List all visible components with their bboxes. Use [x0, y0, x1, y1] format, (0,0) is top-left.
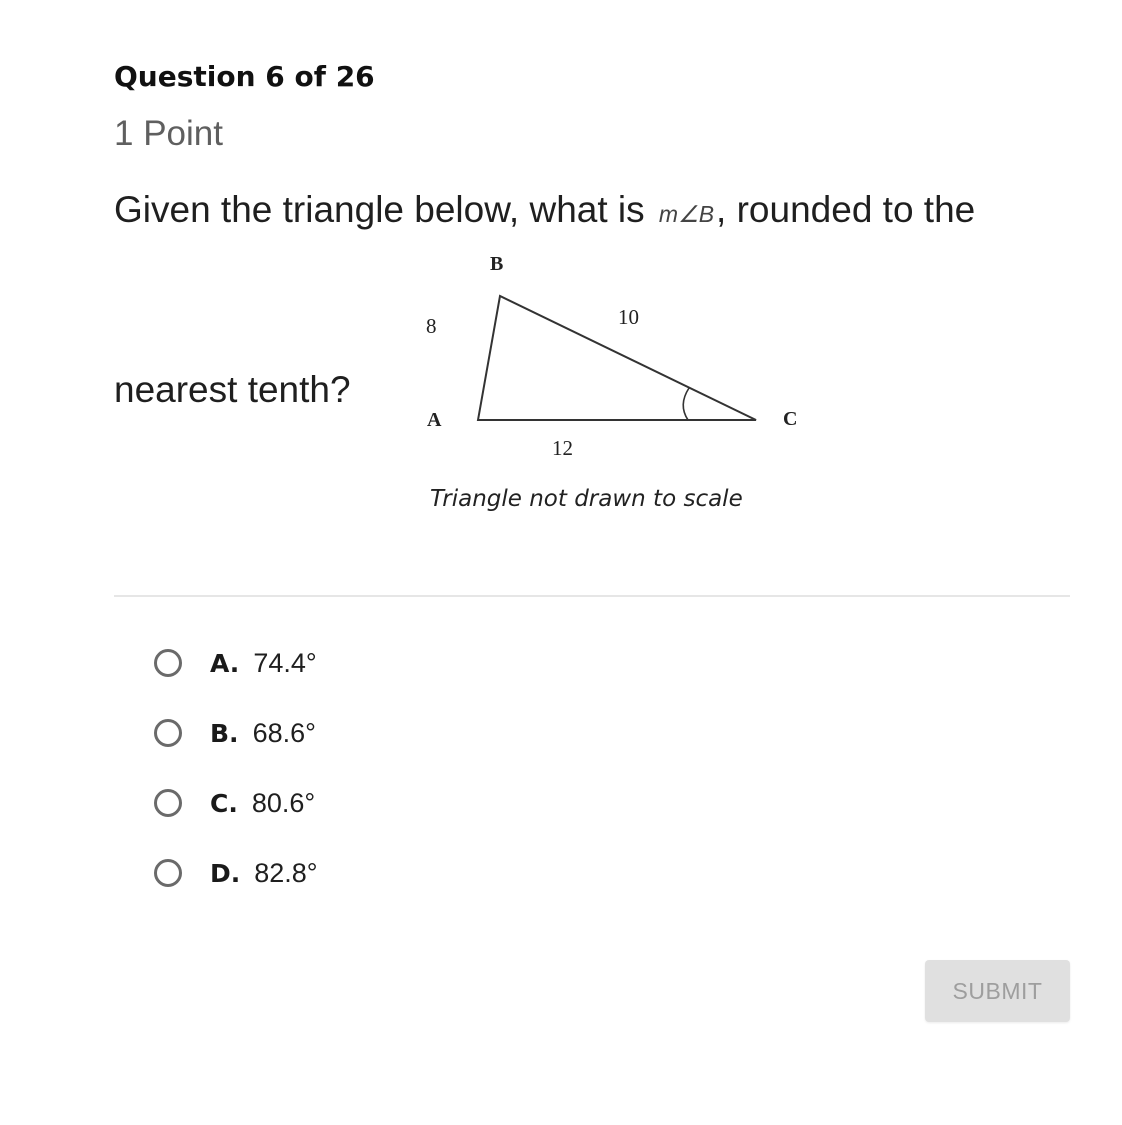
- choice-value: 80.6°: [251, 787, 316, 818]
- question-prompt: [114, 189, 975, 231]
- choice-letter: B.: [210, 718, 239, 748]
- choice-value: 82.8°: [254, 857, 318, 888]
- submit-button[interactable]: SUBMIT: [925, 960, 1070, 1022]
- vertex-label-c: C: [783, 408, 798, 430]
- radio-button-icon[interactable]: [154, 789, 182, 817]
- prompt-text-before: Given the triangle below, what is: [114, 189, 645, 230]
- radio-button-icon[interactable]: [154, 719, 182, 747]
- choice-value: 74.4°: [253, 647, 317, 678]
- choice-d[interactable]: [154, 850, 554, 896]
- choice-b[interactable]: [154, 710, 554, 756]
- side-label-bc: 10: [618, 305, 639, 329]
- question-prompt-continued: nearest tenth?: [114, 369, 351, 410]
- angle-arc-c: [683, 388, 689, 420]
- choice-letter: A.: [210, 648, 240, 678]
- choice-c[interactable]: [154, 780, 554, 826]
- question-title: Question 6 of 26: [114, 60, 375, 93]
- figure-caption: Triangle not drawn to scale: [430, 486, 743, 512]
- side-label-ab: 8: [426, 314, 437, 338]
- choice-letter: D.: [210, 858, 241, 888]
- angle-notation: m∠B: [658, 201, 715, 227]
- triangle-figure: [410, 240, 810, 530]
- divider: [114, 595, 1070, 597]
- choice-value: 68.6°: [252, 717, 316, 748]
- vertex-label-b: B: [490, 253, 504, 275]
- radio-button-icon[interactable]: [154, 649, 182, 677]
- triangle-shape: [478, 296, 756, 420]
- choice-a[interactable]: [154, 640, 554, 686]
- radio-button-icon[interactable]: [154, 859, 182, 887]
- choice-letter: C.: [210, 788, 238, 818]
- question-points: 1 Point: [114, 114, 223, 153]
- vertex-label-a: A: [427, 409, 442, 431]
- side-label-ac: 12: [552, 436, 573, 460]
- prompt-text-after: , rounded to the: [716, 189, 976, 230]
